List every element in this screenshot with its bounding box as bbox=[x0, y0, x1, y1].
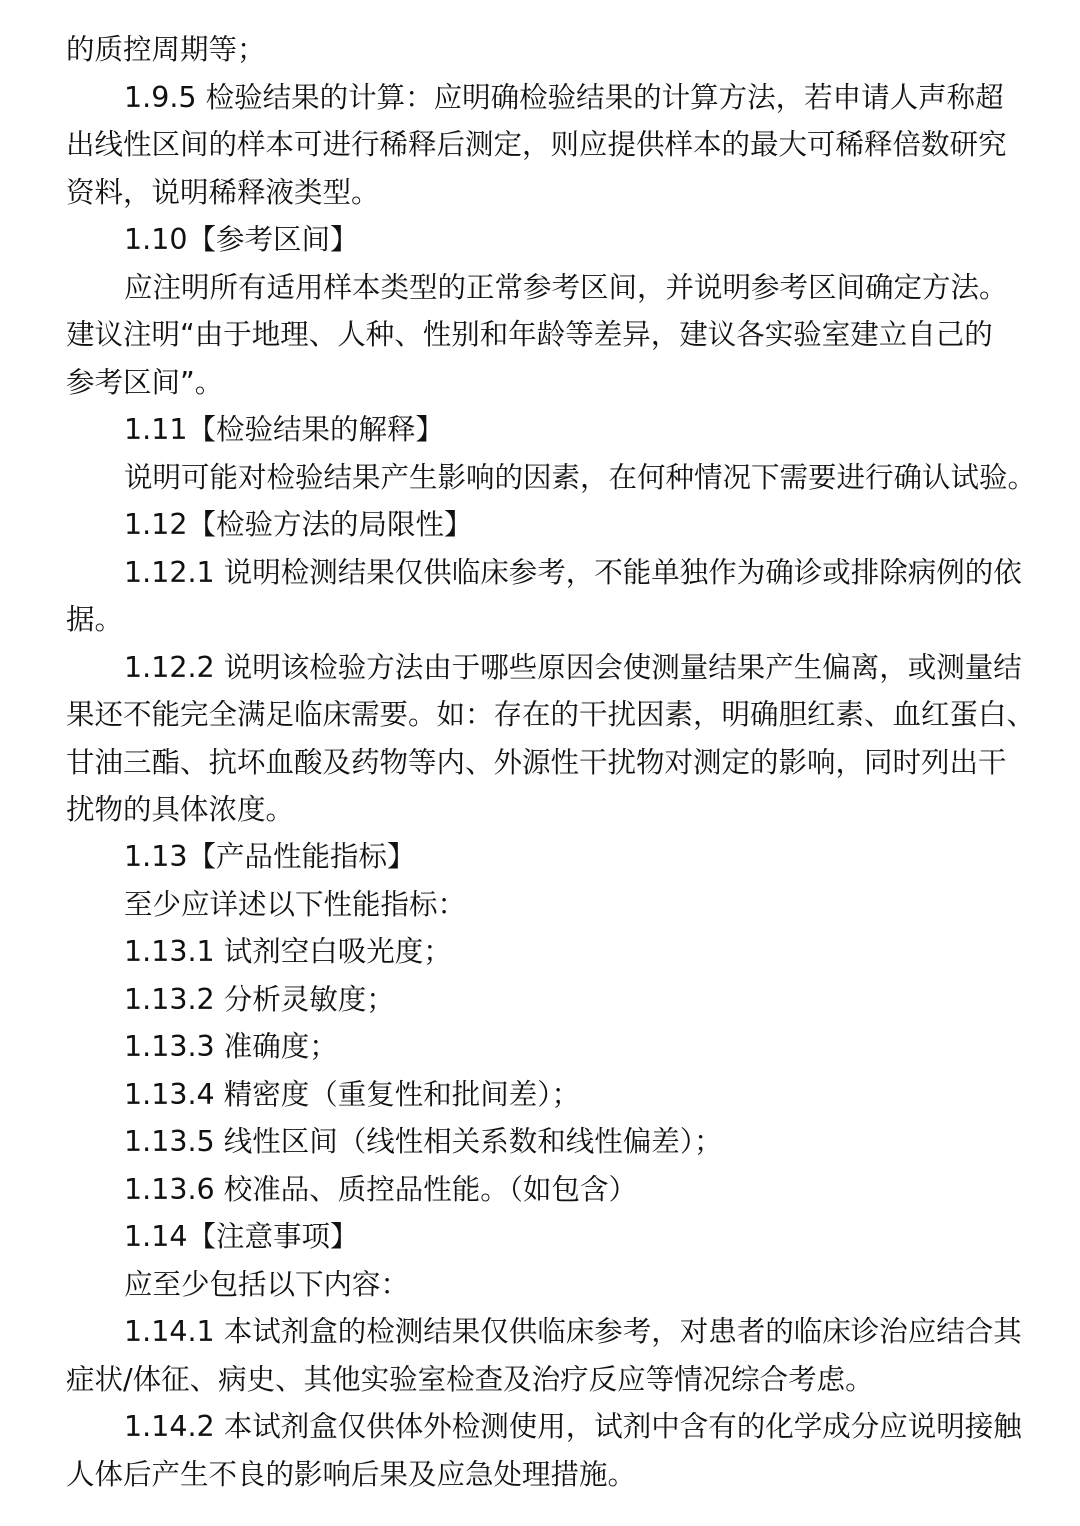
text-line: 人体后产生不良的影响后果及应急处理措施。 bbox=[66, 1458, 637, 1491]
text-line: 出线性区间的样本可进行稀释后测定，则应提供样本的最大可稀释倍数研究 bbox=[66, 128, 1007, 161]
text-line: 症状/体征、病史、其他实验室检查及治疗反应等情况综合考虑。 bbox=[66, 1363, 874, 1396]
text-line: 的质控周期等； bbox=[66, 33, 266, 66]
text-line: 扰物的具体浓度。 bbox=[66, 793, 295, 826]
section-heading: 1.14【注意事项】 bbox=[124, 1220, 359, 1253]
list-item: 1.13.2 分析灵敏度； bbox=[124, 983, 395, 1016]
list-item: 1.13.3 准确度； bbox=[124, 1030, 338, 1063]
text-line: 参考区间”。 bbox=[66, 366, 224, 399]
section-heading: 1.11【检验结果的解释】 bbox=[124, 413, 444, 446]
text-line: 据。 bbox=[66, 603, 124, 636]
text-line: 资料，说明稀释液类型。 bbox=[66, 176, 380, 209]
text-line: 建议注明“由于地理、人种、性别和年龄等差异，建议各实验室建立自己的 bbox=[66, 318, 993, 351]
list-item: 1.13.5 线性区间（线性相关系数和线性偏差）； bbox=[124, 1125, 723, 1158]
text-line: 1.14.2 本试剂盒仅供体外检测使用，试剂中含有的化学成分应说明接触 bbox=[124, 1410, 1022, 1443]
text-line: 1.9.5 检验结果的计算：应明确检验结果的计算方法，若申请人声称超 bbox=[124, 81, 1004, 114]
text-line: 应注明所有适用样本类型的正常参考区间，并说明参考区间确定方法。 bbox=[124, 271, 1008, 304]
text-line: 1.12.2 说明该检验方法由于哪些原因会使测量结果产生偏离，或测量结 bbox=[124, 651, 1022, 684]
text-line: 1.12.1 说明检测结果仅供临床参考，不能单独作为确诊或排除病例的依 bbox=[124, 556, 1022, 589]
section-heading: 1.12【检验方法的局限性】 bbox=[124, 508, 473, 541]
text-line: 甘油三酯、抗坏血酸及药物等内、外源性干扰物对测定的影响，同时列出干 bbox=[66, 746, 1007, 779]
section-heading: 1.13【产品性能指标】 bbox=[124, 840, 416, 873]
list-item: 1.13.6 校准品、质控品性能。（如包含） bbox=[124, 1173, 637, 1206]
text-line: 果还不能完全满足临床需要。如：存在的干扰因素，明确胆红素、血红蛋白、 bbox=[66, 698, 1036, 731]
section-heading: 1.10【参考区间】 bbox=[124, 223, 359, 256]
list-item: 1.13.4 精密度（重复性和批间差）； bbox=[124, 1078, 580, 1111]
text-line: 应至少包括以下内容： bbox=[124, 1268, 410, 1301]
text-line: 说明可能对检验结果产生影响的因素，在何种情况下需要进行确认试验。 bbox=[124, 461, 1037, 494]
text-line: 至少应详述以下性能指标： bbox=[124, 888, 467, 921]
list-item: 1.13.1 试剂空白吸光度； bbox=[124, 935, 452, 968]
text-line: 1.14.1 本试剂盒的检测结果仅供临床参考，对患者的临床诊治应结合其 bbox=[124, 1315, 1022, 1348]
